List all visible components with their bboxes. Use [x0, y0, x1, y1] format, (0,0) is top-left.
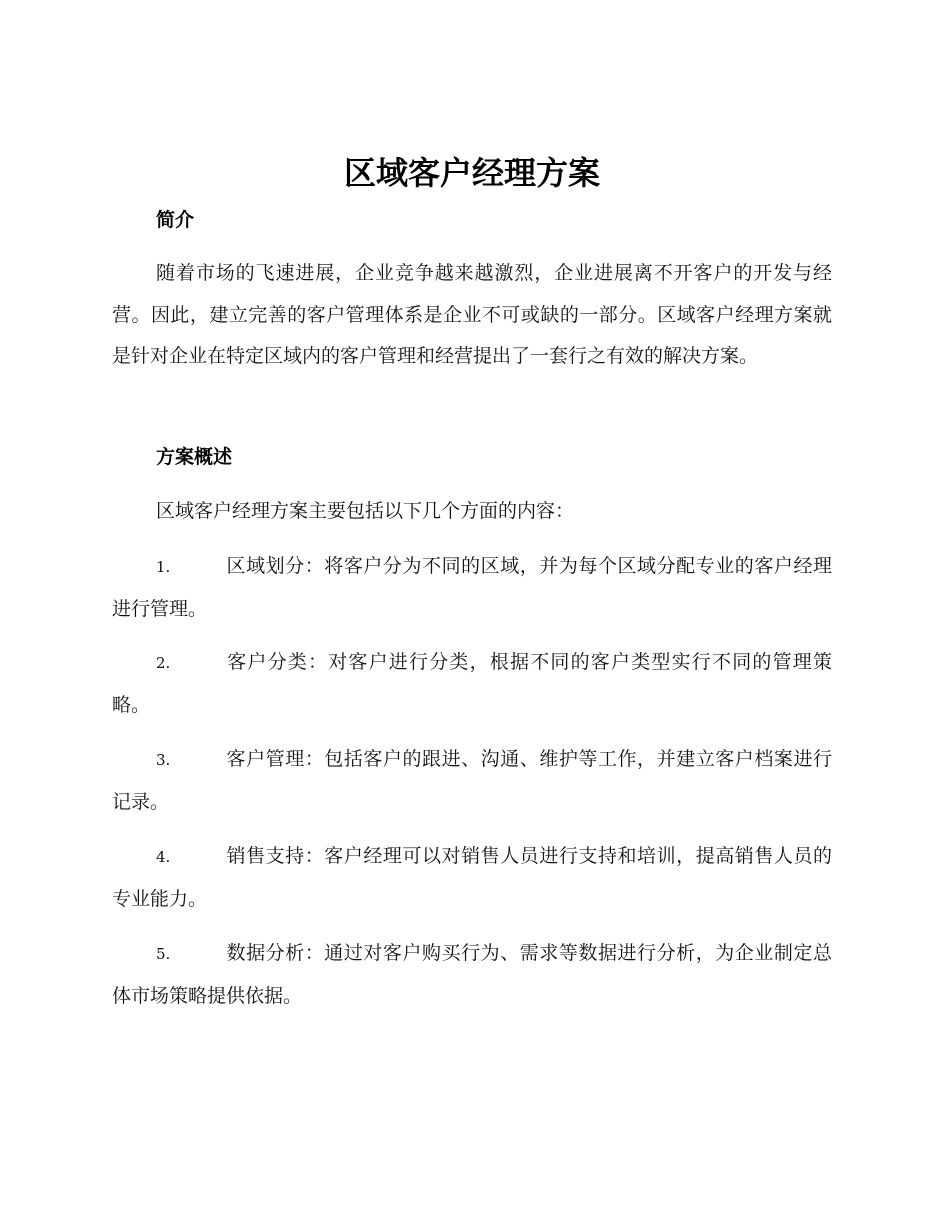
- list-item-number: 4.: [156, 848, 171, 866]
- list-item: [112, 933, 832, 1017]
- list-item: [112, 836, 832, 920]
- section-heading-overview: 方案概述: [156, 446, 233, 468]
- list-item-text: 数据分析：通过对客户购买行为、需求等数据进行分析，为企业制定总体市场策略提供依据。: [112, 942, 832, 1007]
- document-title: 区域客户经理方案: [343, 154, 600, 192]
- list-item-text: 客户管理：包括客户的跟进、沟通、维护等工作，并建立客户档案进行记录。: [112, 748, 832, 813]
- list-item: [112, 642, 832, 726]
- list-item-number: 3.: [156, 751, 171, 769]
- list-item-number: 2.: [156, 654, 171, 672]
- list-item-number: 5.: [156, 945, 171, 963]
- intro-paragraph: 随着市场的飞速进展，企业竞争越来越激烈，企业进展离不开客户的开发与经营。因此，建立完善的客户管理体系是企业不可或缺的一部分。区域客户经理方案就是针对企业在特定区域内的客户管理和经营提出了一套行之有效的解决方案。: [112, 262, 832, 367]
- list-item-text: 销售支持：客户经理可以对销售人员进行支持和培训，提高销售人员的专业能力。: [112, 845, 832, 910]
- section-heading-intro: 简介: [156, 209, 195, 231]
- list-item-number: 1.: [156, 558, 171, 576]
- list-item-text: 区域划分：将客户分为不同的区域，并为每个区域分配专业的客户经理进行管理。: [112, 555, 832, 620]
- list-item: [112, 739, 832, 823]
- overview-paragraph: 区域客户经理方案主要包括以下几个方面的内容：: [156, 500, 575, 522]
- list-item-text: 客户分类：对客户进行分类，根据不同的客户类型实行不同的管理策略。: [112, 651, 832, 716]
- list-item: [112, 546, 832, 630]
